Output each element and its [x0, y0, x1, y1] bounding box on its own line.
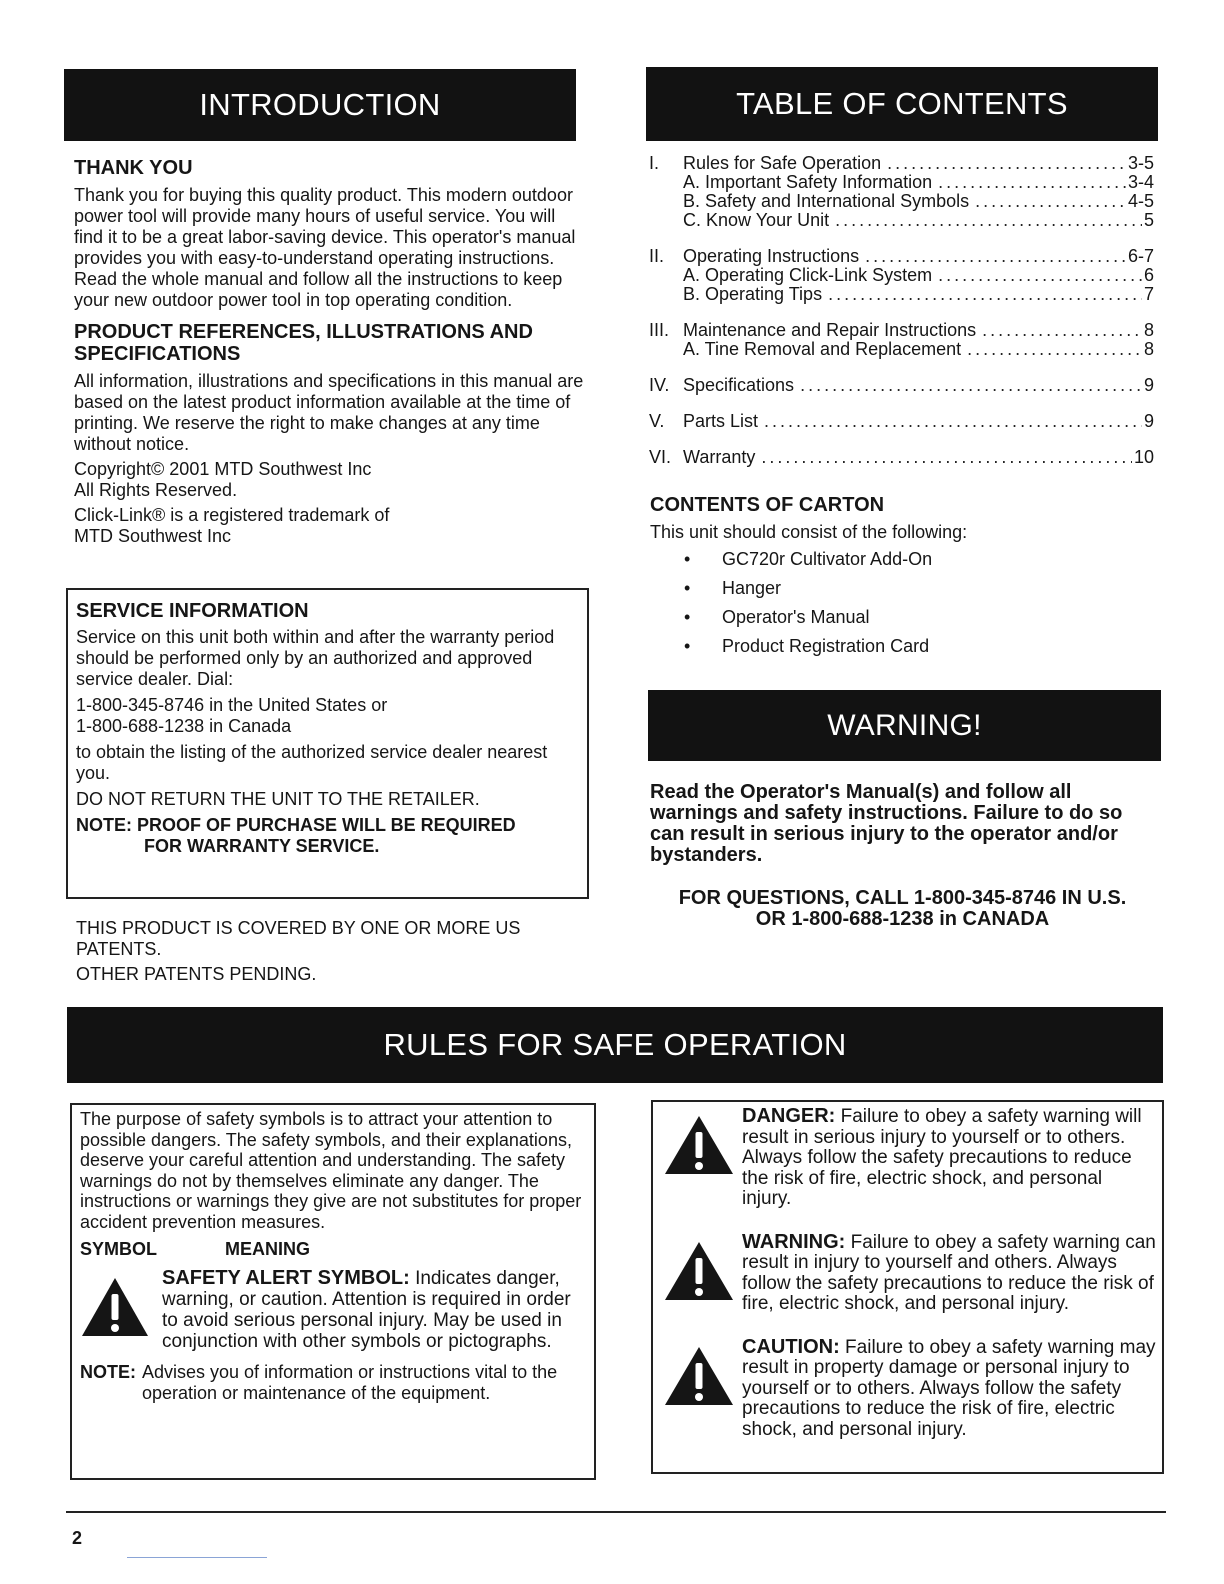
warning-alert-icon — [659, 1232, 742, 1315]
warning-row — [659, 1232, 1156, 1315]
phone-us: 1-800-345-8746 in the United States or — [76, 695, 388, 715]
toc-leader-dots — [835, 211, 1142, 230]
trademark-owner-line: MTD Southwest Inc — [74, 526, 232, 546]
toc-entry-page: 5 — [1143, 210, 1154, 230]
toc-group — [649, 448, 1154, 467]
toc-entry — [649, 448, 1154, 467]
toc-entry-number: I. — [649, 153, 660, 173]
toc-entry — [649, 154, 1154, 173]
patents-section — [76, 918, 576, 989]
introduction-section — [74, 157, 584, 551]
toc-leader-dots — [982, 321, 1142, 340]
danger-text: Failure to obey a safety warning will result in serious injury to yourself or to others. Always follow the safety precautions to reduce the risk of fire, electric shock, and personal injury. — [742, 1106, 1142, 1209]
toc-entry-title: C. Know Your Unit — [683, 210, 830, 230]
service-text: Service on this unit both within and after the warranty period should be performed only by an authorized and approved service dealer. Dial: — [76, 627, 555, 689]
phone-canada: 1-800-688-1238 in Canada — [76, 716, 292, 736]
warning-row-text: Failure to obey a safety warning can result in injury to yourself and others. Always follow the safety precautions to reduce the risk of fire, electric shock, and personal injury. — [742, 1231, 1156, 1314]
safety-alert-icon — [80, 1268, 162, 1352]
safety-alert-row — [80, 1268, 586, 1352]
service-text-2: to obtain the listing of the authorized service dealer nearest you. — [76, 742, 548, 783]
caution-row — [659, 1337, 1156, 1441]
copyright-line: Copyright© 2001 MTD Southwest Inc — [74, 459, 372, 479]
toc-entry — [649, 376, 1154, 395]
toc-entry-page: 8 — [1143, 339, 1154, 359]
toc-entry-title: A. Operating Click-Link System — [683, 265, 933, 285]
toc-entry-page: 6-7 — [1127, 246, 1154, 266]
bullet-icon: • — [684, 578, 691, 598]
toc-leader-dots — [887, 154, 1126, 173]
danger-row — [659, 1106, 1156, 1210]
questions-contact — [650, 888, 1155, 930]
carton-item-label: Product Registration Card — [722, 636, 930, 656]
toc-entry-page: 10 — [1133, 447, 1154, 467]
carton-item — [684, 549, 1155, 570]
toc-entry-title: Specifications — [683, 375, 795, 395]
carton-item — [684, 607, 1155, 628]
toc-leader-dots — [764, 412, 1142, 431]
toc-entry-page: 6 — [1143, 265, 1154, 285]
safety-symbols-box — [70, 1103, 596, 1480]
references-text: All information, illustrations and specifications in this manual are based on the latest product information available at the time of printing. We reserve the right to make changes at any time without notice. — [74, 371, 584, 454]
toc-leader-dots — [761, 448, 1132, 467]
safety-alert-title: SAFETY ALERT SYMBOL: — [162, 1267, 410, 1289]
rights-line: All Rights Reserved. — [74, 480, 238, 500]
decorative-line — [127, 1557, 267, 1558]
warranty-note-line-2: FOR WARRANTY SERVICE. — [144, 836, 380, 856]
carton-item — [684, 578, 1155, 599]
toc-entry — [649, 285, 1154, 304]
footer-divider — [66, 1511, 1166, 1513]
toc-group — [649, 154, 1154, 230]
toc-entry-title: A. Tine Removal and Replacement — [683, 339, 962, 359]
toc-leader-dots — [865, 247, 1126, 266]
carton-list — [650, 549, 1155, 657]
caution-title: CAUTION: — [742, 1335, 840, 1358]
toc-entry-title: A. Important Safety Information — [683, 172, 933, 192]
toc-entry-page: 7 — [1143, 284, 1154, 304]
thank-you-text: Thank you for buying this quality product. This modern outdoor power tool will provide many hours of useful service. You will find it to be a great labor-saving device. This operator's manual provides you with easy-to-understand operating instructions. Read the whole manual and follow all the instructions to keep your new outdoor power tool in top operating condition. — [74, 185, 576, 310]
toc-entry-page: 3-5 — [1127, 153, 1154, 173]
toc-leader-dots — [967, 340, 1142, 359]
toc-entry — [649, 173, 1154, 192]
toc-entry-title: B. Operating Tips — [683, 284, 823, 304]
toc-leader-dots — [828, 285, 1142, 304]
safety-symbols-intro: The purpose of safety symbols is to attract your attention to possible dangers. The safety symbols, and their explanations, deserve your careful attention and understanding. The safety warnings do not by themselves eliminate any danger. The instructions or warnings they give are not substitutes for proper accident prevention measures. — [80, 1109, 582, 1232]
warranty-note-line-1: NOTE: PROOF OF PURCHASE WILL BE REQUIRED — [76, 815, 516, 835]
toc-entry — [649, 266, 1154, 285]
note-text: Advises you of information or instructions vital to the operation or maintenance of the equipment. — [142, 1362, 558, 1403]
toc-entry-number: IV. — [649, 375, 670, 395]
toc-entry-title: B. Safety and International Symbols — [683, 191, 970, 211]
caution-text: Failure to obey a safety warning may result in property damage or personal injury to yourself or to others. Always follow the safety precautions to reduce the risk of fire, electric shock, and personal injury. — [742, 1336, 1156, 1440]
do-not-return-text: DO NOT RETURN THE UNIT TO THE RETAILER. — [76, 789, 480, 809]
warning-banner: WARNING! — [648, 690, 1161, 761]
rules-banner: RULES FOR SAFE OPERATION — [67, 1007, 1163, 1083]
toc-group — [649, 321, 1154, 359]
toc-entry-page: 3-4 — [1127, 172, 1154, 192]
toc-entry-number: III. — [649, 320, 670, 340]
caution-alert-icon — [659, 1337, 742, 1441]
bullet-icon: • — [684, 607, 691, 627]
toc-leader-dots — [938, 266, 1142, 285]
carton-intro: This unit should consist of the following: — [650, 522, 968, 542]
table-of-contents-banner: TABLE OF CONTENTS — [646, 67, 1158, 141]
toc-entry-number: VI. — [649, 447, 672, 467]
toc-entry-page: 8 — [1143, 320, 1154, 340]
toc-entry-page: 9 — [1143, 375, 1154, 395]
toc-entry-title: Rules for Safe Operation — [683, 153, 882, 173]
toc-entry — [649, 321, 1154, 340]
danger-title: DANGER: — [742, 1105, 836, 1127]
toc-entry-title: Maintenance and Repair Instructions — [683, 320, 977, 340]
service-heading: SERVICE INFORMATION — [76, 600, 309, 622]
danger-alert-icon — [659, 1106, 742, 1210]
note-label: NOTE: — [80, 1362, 136, 1382]
toc-group — [649, 412, 1154, 431]
toc-entry-title: Warranty — [683, 447, 756, 467]
bullet-icon: • — [684, 549, 691, 569]
toc-entry — [649, 211, 1154, 230]
toc-entry-title: Operating Instructions — [683, 246, 860, 266]
questions-line-1: FOR QUESTIONS, CALL 1-800-345-8746 IN U.S. — [678, 887, 1127, 909]
carton-item-label: Hanger — [722, 578, 782, 598]
introduction-banner: INTRODUCTION — [64, 69, 576, 141]
meaning-header: MEANING — [225, 1239, 310, 1259]
toc-entry — [649, 192, 1154, 211]
safety-alert-text: Indicates danger, warning, or caution. Attention is required in order to avoid serious personal injury. May be used in conjunction with other symbols or pictographs. — [162, 1268, 571, 1352]
toc-entry-number: II. — [649, 246, 665, 266]
toc-entry-title: Parts List — [683, 411, 759, 431]
warning-text: Read the Operator's Manual(s) and follow all warnings and safety instructions. Failure to do so can result in serious injury to the operator and/or bystanders. — [650, 781, 1123, 866]
note-row — [80, 1362, 586, 1404]
service-information-box — [66, 588, 589, 899]
table-of-contents — [649, 154, 1154, 484]
toc-entry-page: 4-5 — [1127, 191, 1154, 211]
carton-item-label: Operator's Manual — [722, 607, 870, 627]
carton-item-label: GC720r Cultivator Add-On — [722, 549, 933, 569]
carton-item — [684, 636, 1155, 657]
toc-entry-number: V. — [649, 411, 665, 431]
questions-line-2: OR 1-800-688-1238 in CANADA — [755, 908, 1050, 930]
toc-entry-page: 9 — [1143, 411, 1154, 431]
signal-words-box — [651, 1100, 1164, 1474]
carton-heading: CONTENTS OF CARTON — [650, 494, 885, 516]
symbol-header: SYMBOL — [80, 1239, 158, 1259]
toc-leader-dots — [938, 173, 1126, 192]
patents-pending-text: OTHER PATENTS PENDING. — [76, 964, 317, 984]
trademark-line: Click-Link® is a registered trademark of — [74, 505, 390, 525]
thank-you-heading: THANK YOU — [74, 157, 193, 179]
toc-leader-dots — [800, 376, 1142, 395]
toc-group — [649, 247, 1154, 304]
bullet-icon: • — [684, 636, 691, 656]
symbol-table-header — [80, 1239, 586, 1260]
patents-text: THIS PRODUCT IS COVERED BY ONE OR MORE US PATENTS. — [76, 918, 521, 959]
references-heading: PRODUCT REFERENCES, ILLUSTRATIONS AND SPECIFICATIONS — [74, 321, 533, 365]
toc-leader-dots — [975, 192, 1126, 211]
toc-entry — [649, 247, 1154, 266]
toc-entry — [649, 340, 1154, 359]
toc-group — [649, 376, 1154, 395]
page-number: 2 — [72, 1528, 83, 1548]
contents-of-carton — [650, 494, 1155, 665]
warning-title: WARNING: — [742, 1230, 846, 1253]
toc-entry — [649, 412, 1154, 431]
